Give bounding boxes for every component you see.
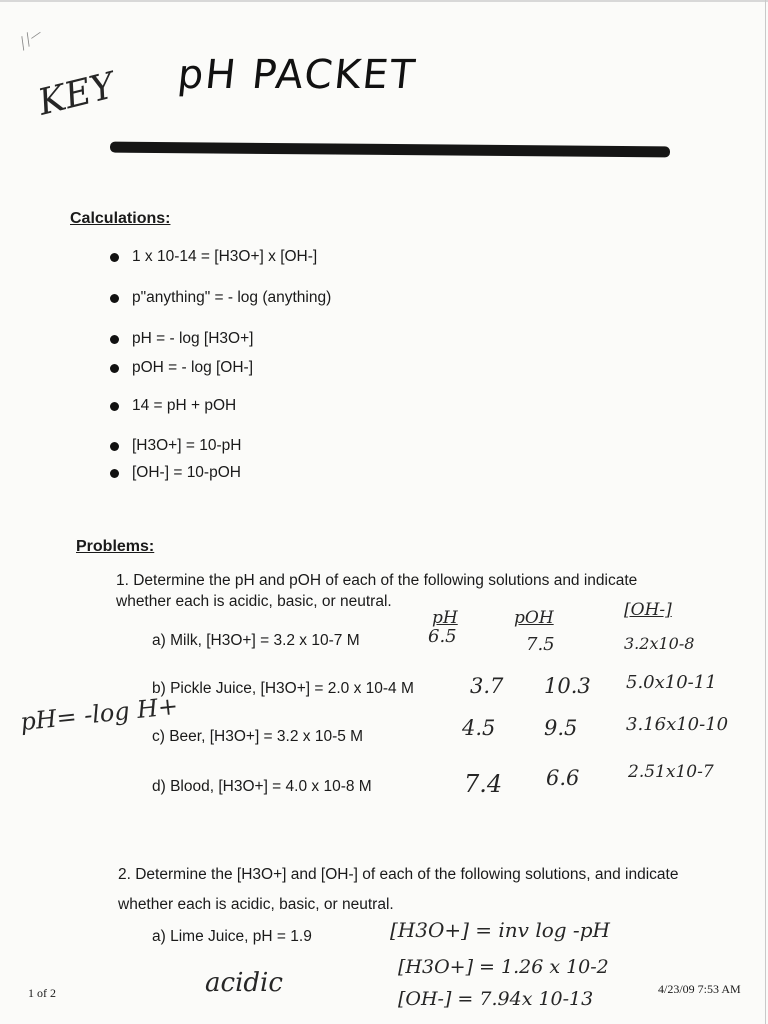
formula-text: [OH-] = 10-pOH — [132, 464, 241, 481]
top-edge — [0, 0, 768, 2]
work-line-3: [OH-] = 7.94x 10-13 — [398, 988, 594, 1010]
margin-note: pH= -log H+ — [18, 691, 180, 737]
bullet-icon — [110, 442, 119, 451]
answer-1c-oh: 3.16x10-10 — [626, 714, 729, 735]
formula-item — [110, 464, 241, 482]
answer-1b-ph: 3.7 — [470, 674, 504, 698]
bullet-icon — [110, 469, 119, 478]
page-title: pH PACKET — [175, 52, 419, 98]
problem-1c-label: c) Beer, [H3O+] = 3.2 x 10-5 M — [152, 728, 364, 745]
corner-scribble: ╱╱— — [17, 27, 44, 51]
answer-1c-poh: 9.5 — [544, 716, 578, 740]
bullet-icon — [110, 402, 119, 411]
bullet-icon — [110, 294, 119, 303]
calculations-heading: Calculations: — [70, 210, 171, 227]
problem-2a-label: a) Lime Juice, pH = 1.9 — [152, 928, 312, 945]
page-number: 1 of 2 — [28, 986, 56, 1000]
col-header-poh: pOH — [514, 608, 554, 628]
col-header-oh: [OH-] — [624, 600, 672, 620]
problem-1d-label: d) Blood, [H3O+] = 4.0 x 10-8 M — [152, 778, 372, 795]
formula-text: 14 = pH + pOH — [132, 397, 237, 414]
problem-1a-label: a) Milk, [H3O+] = 3.2 x 10-7 M — [152, 632, 360, 649]
print-timestamp: 4/23/09 7:53 AM — [658, 982, 741, 996]
key-mark: KEY — [34, 65, 119, 124]
col-header-ph: pH — [432, 608, 458, 628]
formula-item — [110, 397, 236, 415]
work-line-2: [H3O+] = 1.26 x 10-2 — [398, 956, 609, 978]
problem-1b-label: b) Pickle Juice, [H3O+] = 2.0 x 10-4 M — [152, 680, 414, 697]
bullet-icon — [110, 364, 119, 373]
formula-item — [110, 359, 253, 377]
answer-1d-oh: 2.51x10-7 — [628, 762, 714, 782]
formula-item — [110, 437, 241, 455]
answer-1a-oh: 3.2x10-8 — [624, 634, 695, 653]
formula-item — [110, 289, 331, 307]
formula-text: [H3O+] = 10-pH — [132, 437, 242, 454]
formula-item — [110, 248, 317, 266]
answer-1d-ph: 7.4 — [464, 770, 503, 798]
answer-1c-ph: 4.5 — [462, 716, 496, 740]
answer-1a-ph: 6.5 — [428, 626, 457, 647]
problem-2-text: 2. Determine the [H3O+] and [OH-] of each of the following solutions, and indicate whether each is acidic, basic, or neutral. — [118, 866, 679, 913]
formula-text: 1 x 10-14 = [H3O+] x [OH-] — [132, 248, 318, 265]
answer-1a-poh: 7.5 — [526, 634, 555, 655]
work-line-1: [H3O+] = inv log -pH — [390, 918, 610, 942]
classification-answer: acidic — [205, 968, 283, 998]
bullet-icon — [110, 253, 119, 262]
bullet-icon — [110, 335, 119, 344]
answer-1b-oh: 5.0x10-11 — [626, 672, 717, 693]
formula-text: pOH = - log [OH-] — [132, 359, 254, 376]
answer-1d-poh: 6.6 — [546, 766, 580, 790]
formula-item — [110, 330, 253, 348]
answer-1b-poh: 10.3 — [544, 674, 591, 698]
problems-heading: Problems: — [76, 538, 155, 555]
formula-text: pH = - log [H3O+] — [132, 330, 254, 347]
problem-1-text: 1. Determine the pH and pOH of each of the following solutions and indicate whether each is acidic, basic, or neutral. — [116, 572, 638, 610]
title-underline-bar — [110, 142, 670, 158]
formula-text: p"anything" = - log (anything) — [132, 289, 332, 306]
right-edge — [765, 0, 766, 1024]
